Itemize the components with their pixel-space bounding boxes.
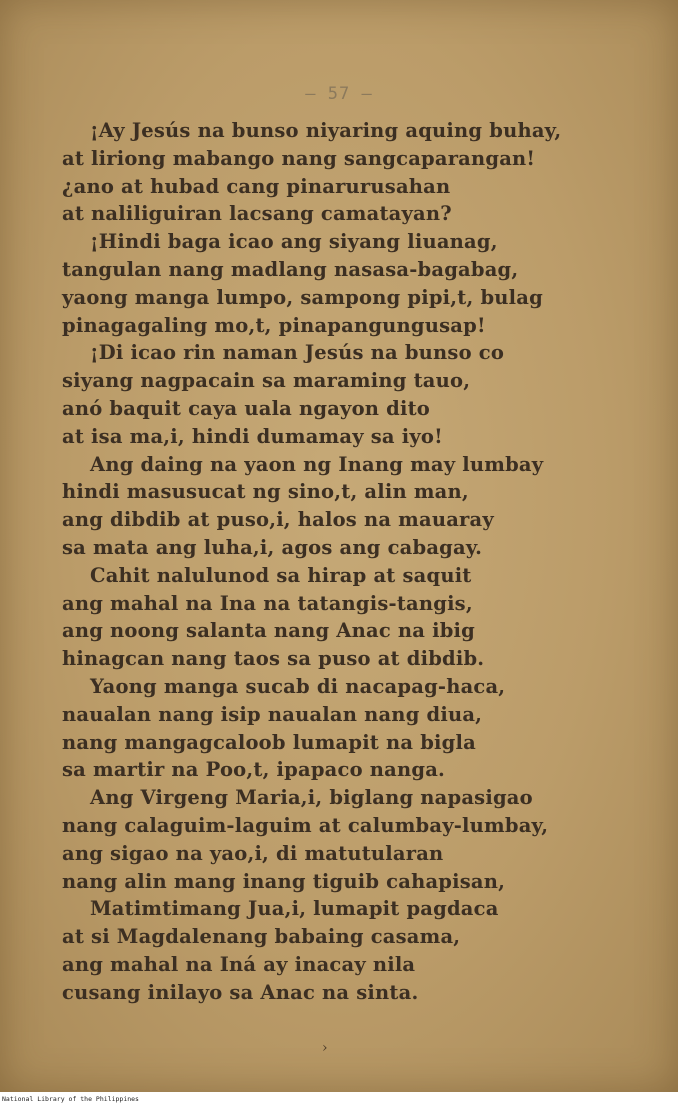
text-line: at naliliguiran lacsang camatayan? (62, 202, 452, 226)
text-line: hinagcan nang taos sa puso at dibdib. (62, 647, 485, 671)
text-line: Ang Virgeng Maria,i, biglang napasigao (90, 786, 533, 810)
text-line: sa mata ang luha,i, agos ang cabagay. (62, 535, 483, 559)
text-line: at si Magdalenang babaing casama, (62, 925, 461, 949)
text-line: ang dibdib at puso,i, halos na mauaray (62, 508, 494, 532)
text-line: ang noong salanta nang Anac na ibig (62, 619, 475, 643)
library-footer: National Library of the Philippines (2, 1095, 139, 1103)
catchword-mark: › (322, 1040, 328, 1056)
text-line: siyang nagpacain sa maraming tauo, (62, 369, 471, 393)
poem-text (62, 117, 642, 1007)
text-line: ¡Ay Jesús na bunso niyaring aquing buhay, (90, 119, 562, 142)
text-line: tangulan nang madlang nasasa-bagabag, (62, 257, 519, 281)
text-line: naualan nang isip naualan nang diua, (62, 702, 483, 726)
text-line: Cahit nalulunod sa hirap at saquit (90, 563, 472, 587)
text-line: Matimtimang Jua,i, lumapit pagdaca (90, 897, 499, 921)
text-line: at isa ma,i, hindi dumamay sa iyo! (62, 424, 443, 448)
text-line: ang sigao na yao,i, di matutularan (62, 841, 444, 865)
text-line: pinagagaling mo,t, pinapangungusap! (62, 313, 486, 337)
text-line: Yaong manga sucab di nacapag-haca, (90, 674, 506, 698)
text-line: ang mahal na Ina na tatangis-tangis, (62, 591, 473, 615)
text-line: nang mangagcaloob lumapit na bigla (62, 730, 476, 754)
text-line: ¿ano at hubad cang pinarurusahan (62, 174, 451, 198)
text-line: cusang inilayo sa Anac na sinta. (62, 980, 419, 1004)
text-line: at liriong mabango nang sangcaparangan! (62, 146, 536, 170)
text-line: Ang daing na yaon ng Inang may lumbay (90, 452, 544, 476)
page-number: — 57 — (305, 84, 373, 104)
text-line: ang mahal na Iná ay inacay nila (62, 952, 416, 976)
text-line: nang calaguim-laguim at calumbay-lumbay, (62, 813, 549, 837)
text-line: ¡Di icao rin naman Jesús na bunso co (90, 341, 505, 365)
text-line: sa martir na Poo,t, ipapaco nanga. (62, 758, 446, 782)
text-line: nang alin mang inang tiguib cahapisan, (62, 869, 506, 893)
text-line: anó baquit caya uala ngayon dito (62, 396, 431, 420)
text-line: ¡Hindi baga icao ang siyang liuanag, (90, 230, 498, 254)
text-line: hindi masusucat ng sino,t, alin man, (62, 480, 469, 504)
text-line: yaong manga lumpo, sampong pipi,t, bulag (62, 285, 543, 309)
